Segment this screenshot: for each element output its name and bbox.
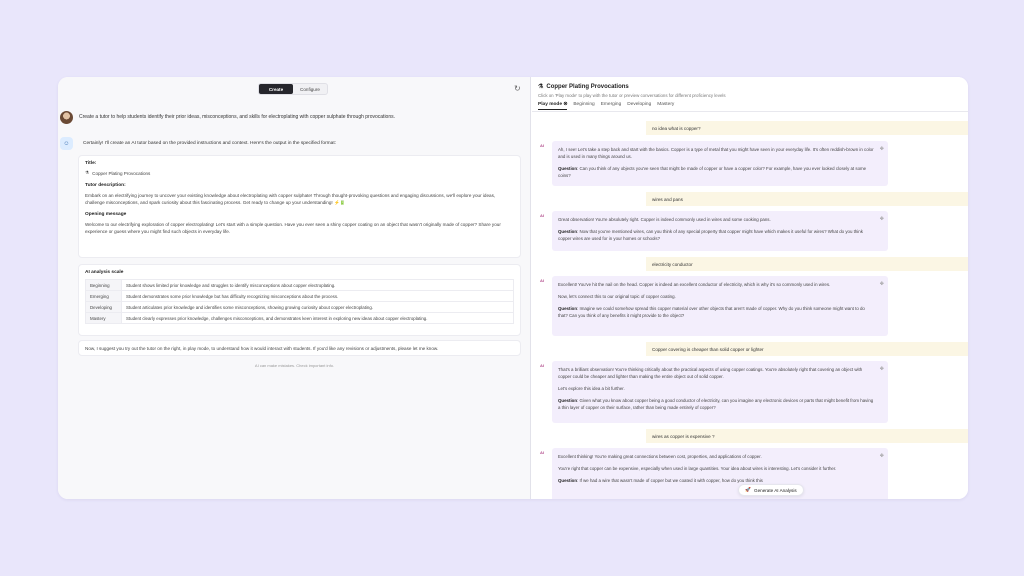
table-row [86,313,514,324]
feedback-icon[interactable]: ✥ [879,146,884,152]
tutor-message [552,361,888,423]
table-row [86,302,514,313]
tab-divider [532,111,968,112]
flask-icon: ⚗ [538,84,544,90]
feedback-icon[interactable]: ✥ [879,366,884,372]
preview-panel [532,77,968,499]
title-value: Copper Plating Provocations [92,170,151,176]
tutor-text: Excellent! You've hit the nail on the head. Copper is indeed an excellent conductor of electricity, which is why it's so commonly used in wires. [558,282,831,287]
tutor-text: That's a brilliant observation! You're thinking critically about the practical aspects of using copper coatings. You're absolutely right that covering an object with copper could be cheaper and lighter than making the entire object out of solid copper. [558,367,863,379]
student-message: wires as copper is expensive ? [646,429,968,443]
ai-label: AI [540,213,544,218]
table-row [86,291,514,302]
description-value: Embark on an electrifying journey to uncover your existing knowledge about electroplating with copper sulphate! Through thought-provoking questions and engaging discussions, we'll explore your ideas, challenge misconceptions, and spark curiosity about this fascinating process. Get ready to change up your understanding! ⚡🔋 [85,193,496,205]
tutor-question: Question: Can you think of any objects you've seen that might be made of copper or have a copper color? For example, have you ever looked closely at some coins? [558,166,867,178]
opening-value: Welcome to our electrifying exploration of copper electroplating! Let's start with a simple question. Have you ever seen a shiny copper coating on an object that wasn't originally made of copper? Share your experience or guess where you might find such objects in everyday life. [85,222,501,234]
builder-panel [58,77,531,499]
conversation[interactable] [532,113,968,499]
feedback-icon[interactable]: ✥ [879,453,884,459]
description-label: Tutor description: [85,183,126,188]
tutor-message [552,141,888,186]
scale-desc: Student clearly expresses prior knowledge, challenges misconceptions, and demonstrates keen interest in exploring new ideas about copper electroplating. [122,313,514,324]
user-message [58,107,531,127]
preview-subtitle: Click on 'Play mode' to play with the tutor or preview conversations for different proficiency levels [538,93,726,98]
student-message: Copper covering is cheaper than solid copper or lighter [646,342,968,356]
opening-label: Opening message [85,212,127,217]
tutor-spec-card [78,155,521,258]
scale-level: Developing [86,302,122,313]
preview-title-row [538,83,726,90]
proficiency-tabs [538,102,674,110]
scale-desc: Student demonstrates some prior knowledge but has difficulty recognizing misconceptions about the process. [122,291,514,302]
tutor-text: Excellent thinking! You're making great connections between cost, properties, and applications of copper. [558,454,762,459]
preview-title: Copper Plating Provocations [546,83,629,90]
title-label: Title: [85,161,97,166]
tab-developing[interactable]: Developing [627,102,652,107]
scale-desc: Student shows limited prior knowledge and struggles to identify misconceptions about copper electroplating. [122,280,514,291]
scale-label: AI analysis scale [85,270,124,275]
closing-card [78,340,521,356]
student-message: wires and pans [646,192,968,206]
student-message: no idea what is copper? [646,121,968,135]
ai-label: AI [540,450,544,455]
sparkle-icon: 🚀 [745,487,752,492]
app-window [58,77,968,499]
configure-tab[interactable]: Configure [300,86,320,92]
ai-label: AI [540,278,544,283]
tab-emerging[interactable]: Emerging [600,102,622,107]
bot-avatar-icon: ☺ [60,137,73,150]
flask-icon: ⚗ [85,170,90,175]
scale-level: Mastery [86,313,122,324]
user-prompt: Create a tutor to help students identify their prior ideas, misconceptions, and skills for electroplating with copper sulphate through provocations. [79,114,396,120]
scale-table [85,279,514,324]
tutor-text: Now, let's connect this to our original topic of copper coating. [558,294,676,299]
feedback-icon[interactable]: ✥ [879,281,884,287]
tab-mastery[interactable]: Mastery [657,102,675,107]
refresh-icon[interactable]: ↻ [514,84,521,93]
analysis-scale-card [78,264,521,336]
tutor-question: Question: Now that you've mentioned wires, can you think of any special property that copper might have which makes it useful for wires? What do you think copper wires are used for in your homes or schools? [558,229,863,241]
ai-label: AI [540,363,544,368]
chat-scroll[interactable] [58,101,531,499]
tutor-text: Great observation! You're absolutely right. Copper is indeed commonly used in wires and some cooking pans. [558,217,771,222]
tutor-message [552,276,888,336]
ai-label: AI [540,143,544,148]
scale-level: Emerging [86,291,122,302]
table-row [86,280,514,291]
tutor-question: Question: Imagine we could somehow spread this copper material over other objects that aren't made of copper. Why do you think someone might want to do that? Can you think of any benefits it might provide to the object? [558,306,865,318]
tutor-message [552,211,888,251]
preview-header [538,83,726,98]
generate-ai-analysis-button[interactable] [738,484,804,496]
student-message: electricity conductor [646,257,968,271]
closing-text: Now, I suggest you try out the tutor on the right, in play mode, to understand how it would interact with students. If you'd like any revisions or adjustments, please let me know. [85,346,439,351]
tutor-text: Let's explore this idea a bit further. [558,386,625,391]
generate-label: Generate AI Analysis [754,487,797,493]
scale-desc: Student articulates prior knowledge and identifies some misconceptions, showing growing curiosity about copper electroplating. [122,302,514,313]
tutor-question: Question: If we had a wire that wasn't made of copper but we coated it with copper, how do you think this [558,478,763,483]
tutor-message [552,448,888,499]
create-tab[interactable]: Create [259,84,293,94]
tutor-question: Question: Given what you know about copper being a good conductor of electricity, can you imagine any electronic devices or parts that might benefit from having a thin layer of copper on their surface, rather than being made entirely of copper? [558,398,874,410]
tab-play-mode[interactable]: Play mode ⊗ [538,102,567,110]
disclaimer: AI can make mistakes. Check important info. [254,363,335,368]
tutor-text: Ah, I see! Let's take a step back and start with the basics. Copper is a type of metal that you might have seen in your everyday life. It's often reddish-brown in color and is used in many things around us. [558,147,874,159]
mode-toggle [258,83,328,95]
user-avatar [60,111,73,124]
title-row [85,170,514,176]
feedback-icon[interactable]: ✥ [879,216,884,222]
tutor-text: You're right that copper can be expensive, especially when used in large quantities. Your idea about wires is interesting. Let's consider it further. [558,466,837,471]
tab-beginning[interactable]: Beginning [573,102,595,107]
scale-level: Beginning [86,280,122,291]
bot-intro: Certainly! I'll create an AI tutor based on the provided instructions and context. Here's the output in the specified format: [83,141,337,146]
